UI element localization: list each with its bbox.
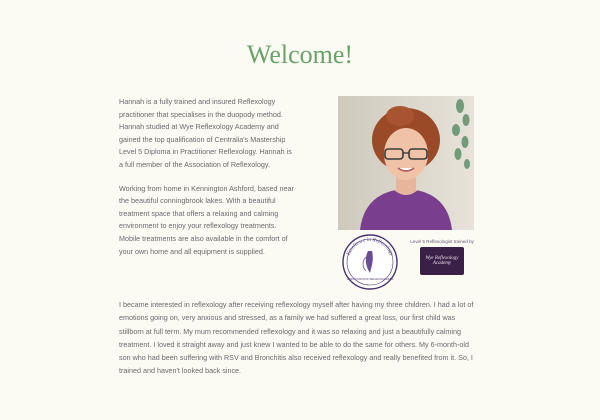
personal-story-paragraph: I became interested in reflexology after receiving reflexology myself after having my three children. I had a lot of emotions going on, very anxious and stressed, as a family we had suffered a great loss, our first child was stillborn at full term. My mum recommended reflexology and it was so relaxing and just a beautifully calming treatment. I loved it straight away and just knew I wanted to be able to do the same for others. My 6-month-old son who had been suffering with RSV and Bronchitis also received reflexology and really benefited from it. So, I trained and haven't looked back since. — [119, 300, 474, 376]
aor-excellence-badge — [338, 233, 402, 291]
wye-academy-logo-text: Wye Reflexology Academy — [425, 255, 459, 266]
aor-badge-arc-text: Excellence in Reflexology — [345, 236, 395, 257]
bio-section — [119, 96, 295, 269]
level5-badge-caption: Level 5 Reflexologist trained by — [410, 239, 474, 244]
bio-paragraph-qualifications: Hannah is a fully trained and insured Reflexology practitioner that specialises in the duopody method. Hannah studied at Wye Reflexology Academy and gained the top qualification of Centralia's Mastership Level 5 Diploma in Practitioner Reflexology. Hannah is a full member of the Association of Reflexology. — [119, 97, 292, 169]
bio-paragraph-location: Working from home in Kennington Ashford, based near the beautiful conningbrook lakes. With a beautiful treatment space that offers a relaxing and calming environment to enjoy your reflexology treatments. Mobile treatments are also available in the comfort of your own home and all equipment is supplied. — [119, 183, 294, 256]
aor-badge-bottom-text: ASSOCIATION OF REFLEXOLOGISTS — [347, 278, 393, 281]
profile-photo — [338, 96, 474, 230]
wye-academy-logo — [420, 247, 464, 275]
page-title: Welcome! — [246, 40, 354, 69]
level5-reflexologist-badge — [410, 237, 474, 287]
accreditation-badges — [338, 233, 474, 291]
